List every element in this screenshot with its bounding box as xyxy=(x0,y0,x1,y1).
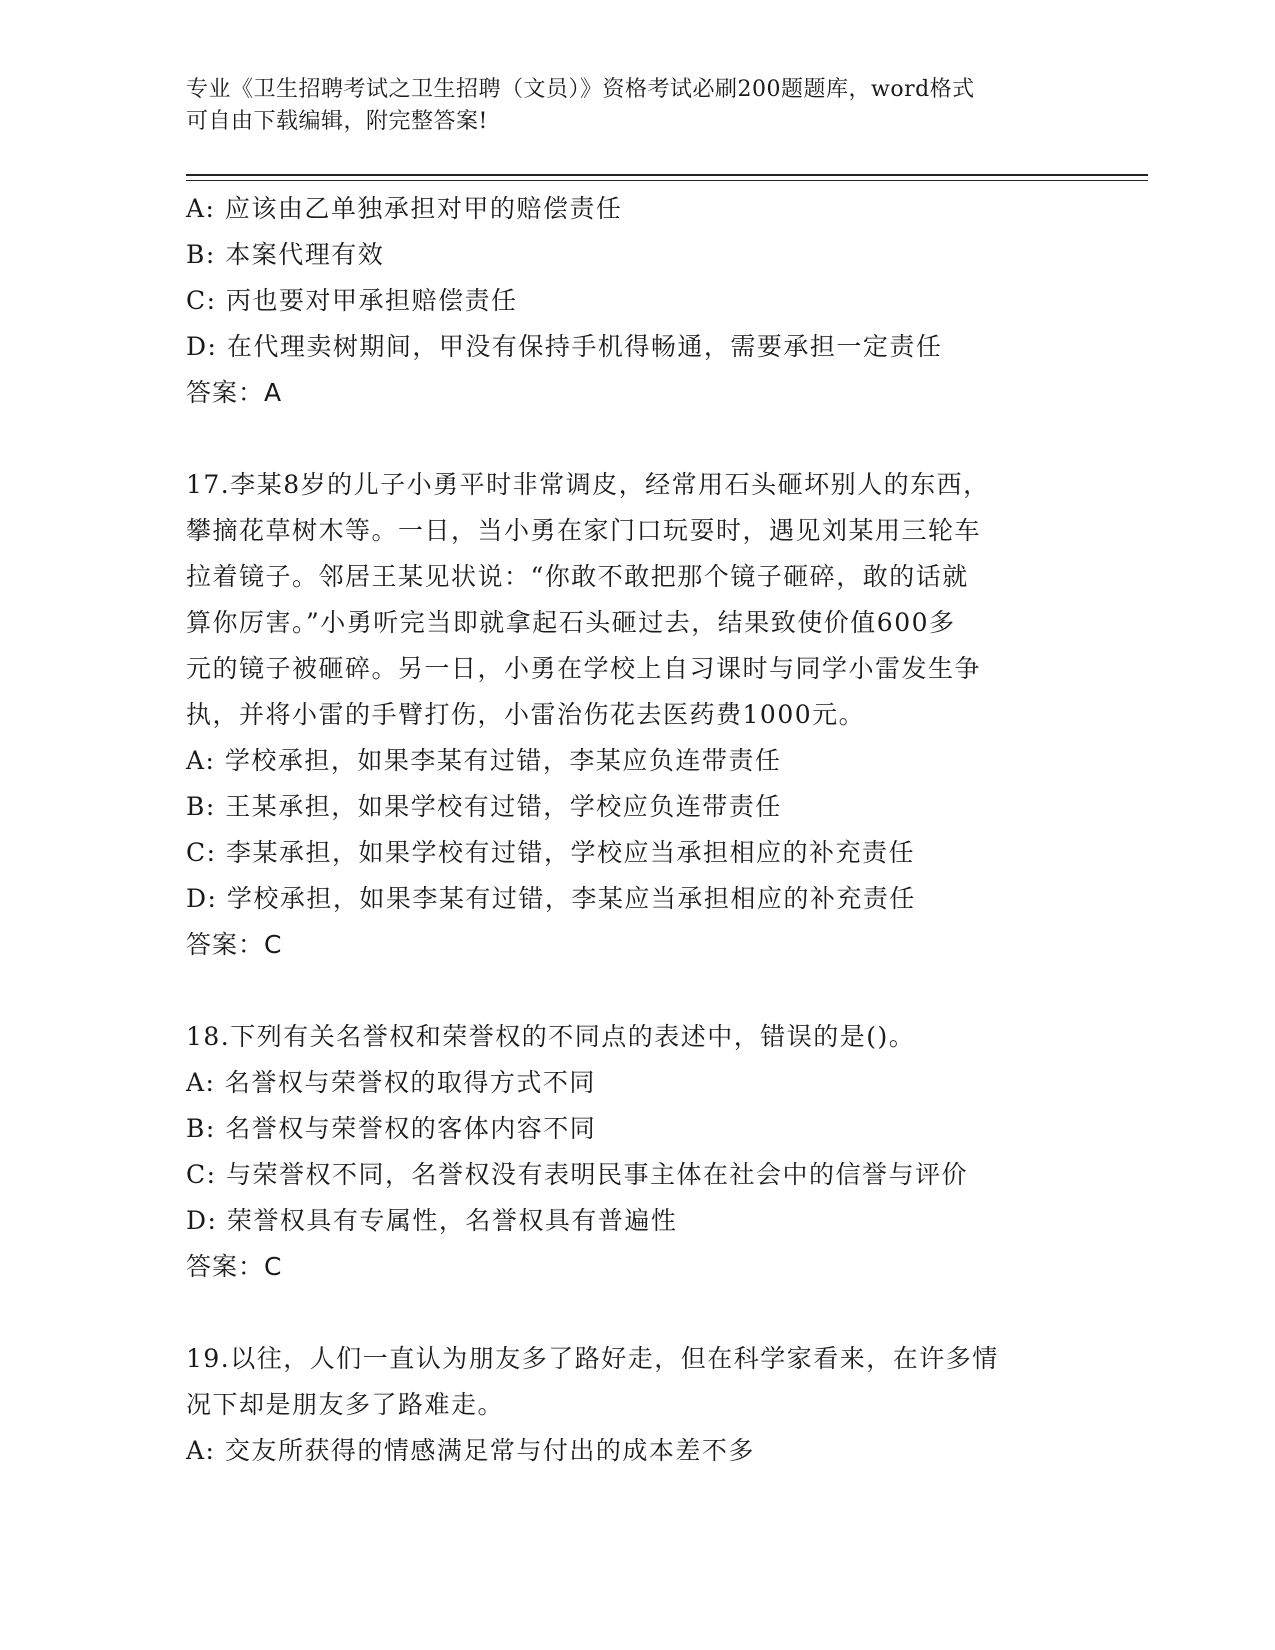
option-c: C: 李某承担，如果学校有过错，学校应当承担相应的补充责任 xyxy=(186,838,916,867)
question-19-block xyxy=(186,1336,1086,1474)
option-a: A: 名誉权与荣誉权的取得方式不同 xyxy=(186,1068,596,1097)
spacer xyxy=(186,416,1086,462)
document-header xyxy=(186,74,1066,138)
option-a: A: 应该由乙单独承担对甲的赔偿责任 xyxy=(186,194,623,223)
header-title-line2: 可自由下载编辑，附完整答案! xyxy=(186,109,488,134)
answer-line: 答案：C xyxy=(186,1252,283,1281)
question-content xyxy=(186,186,1086,1474)
question-text-line: 算你厉害。”小勇听完当即就拿起石头砸过去，结果致使价值600多 xyxy=(186,608,956,637)
spacer xyxy=(186,1290,1086,1336)
question-text-line: 19.以往，人们一直认为朋友多了路好走，但在科学家看来，在许多情 xyxy=(186,1344,999,1373)
option-a: A: 交友所获得的情感满足常与付出的成本差不多 xyxy=(186,1436,755,1465)
question-16-block xyxy=(186,186,1086,416)
header-divider-thick xyxy=(186,174,1148,176)
option-a: A: 学校承担，如果李某有过错，李某应负连带责任 xyxy=(186,746,782,775)
option-b: B: 本案代理有效 xyxy=(186,240,385,269)
question-text-line: 17.李某8岁的儿子小勇平时非常调皮，经常用石头砸坏别人的东西， xyxy=(186,470,990,499)
header-divider-thin xyxy=(186,180,1148,181)
option-d: D: 荣誉权具有专属性，名誉权具有普遍性 xyxy=(186,1206,678,1235)
question-17-block xyxy=(186,462,1086,968)
spacer xyxy=(186,968,1086,1014)
header-title-line1: 专业《卫生招聘考试之卫生招聘（文员）》资格考试必刷200题题库，word格式 xyxy=(186,77,975,102)
option-d: D: 学校承担，如果李某有过错，李某应当承担相应的补充责任 xyxy=(186,884,916,913)
question-text-line: 执，并将小雷的手臂打伤，小雷治伤花去医药费1000元。 xyxy=(186,700,866,729)
question-text-line: 拉着镜子。邻居王某见状说：“你敢不敢把那个镜子砸碎，敢的话就 xyxy=(186,562,969,591)
answer-line: 答案：A xyxy=(186,378,283,407)
option-b: B: 名誉权与荣誉权的客体内容不同 xyxy=(186,1114,597,1143)
question-18-block xyxy=(186,1014,1086,1290)
option-c: C: 与荣誉权不同，名誉权没有表明民事主体在社会中的信誉与评价 xyxy=(186,1160,969,1189)
question-text-line: 18.下列有关名誉权和荣誉权的不同点的表述中，错误的是()。 xyxy=(186,1022,916,1051)
question-text-line: 攀摘花草树木等。一日，当小勇在家门口玩耍时，遇见刘某用三轮车 xyxy=(186,516,982,545)
question-text-line: 况下却是朋友多了路难走。 xyxy=(186,1390,505,1419)
option-c: C: 丙也要对甲承担赔偿责任 xyxy=(186,286,518,315)
option-b: B: 王某承担，如果学校有过错，学校应负连带责任 xyxy=(186,792,782,821)
answer-line: 答案：C xyxy=(186,930,283,959)
question-text-line: 元的镜子被砸碎。另一日，小勇在学校上自习课时与同学小雷发生争 xyxy=(186,654,982,683)
option-d: D: 在代理卖树期间，甲没有保持手机得畅通，需要承担一定责任 xyxy=(186,332,943,361)
